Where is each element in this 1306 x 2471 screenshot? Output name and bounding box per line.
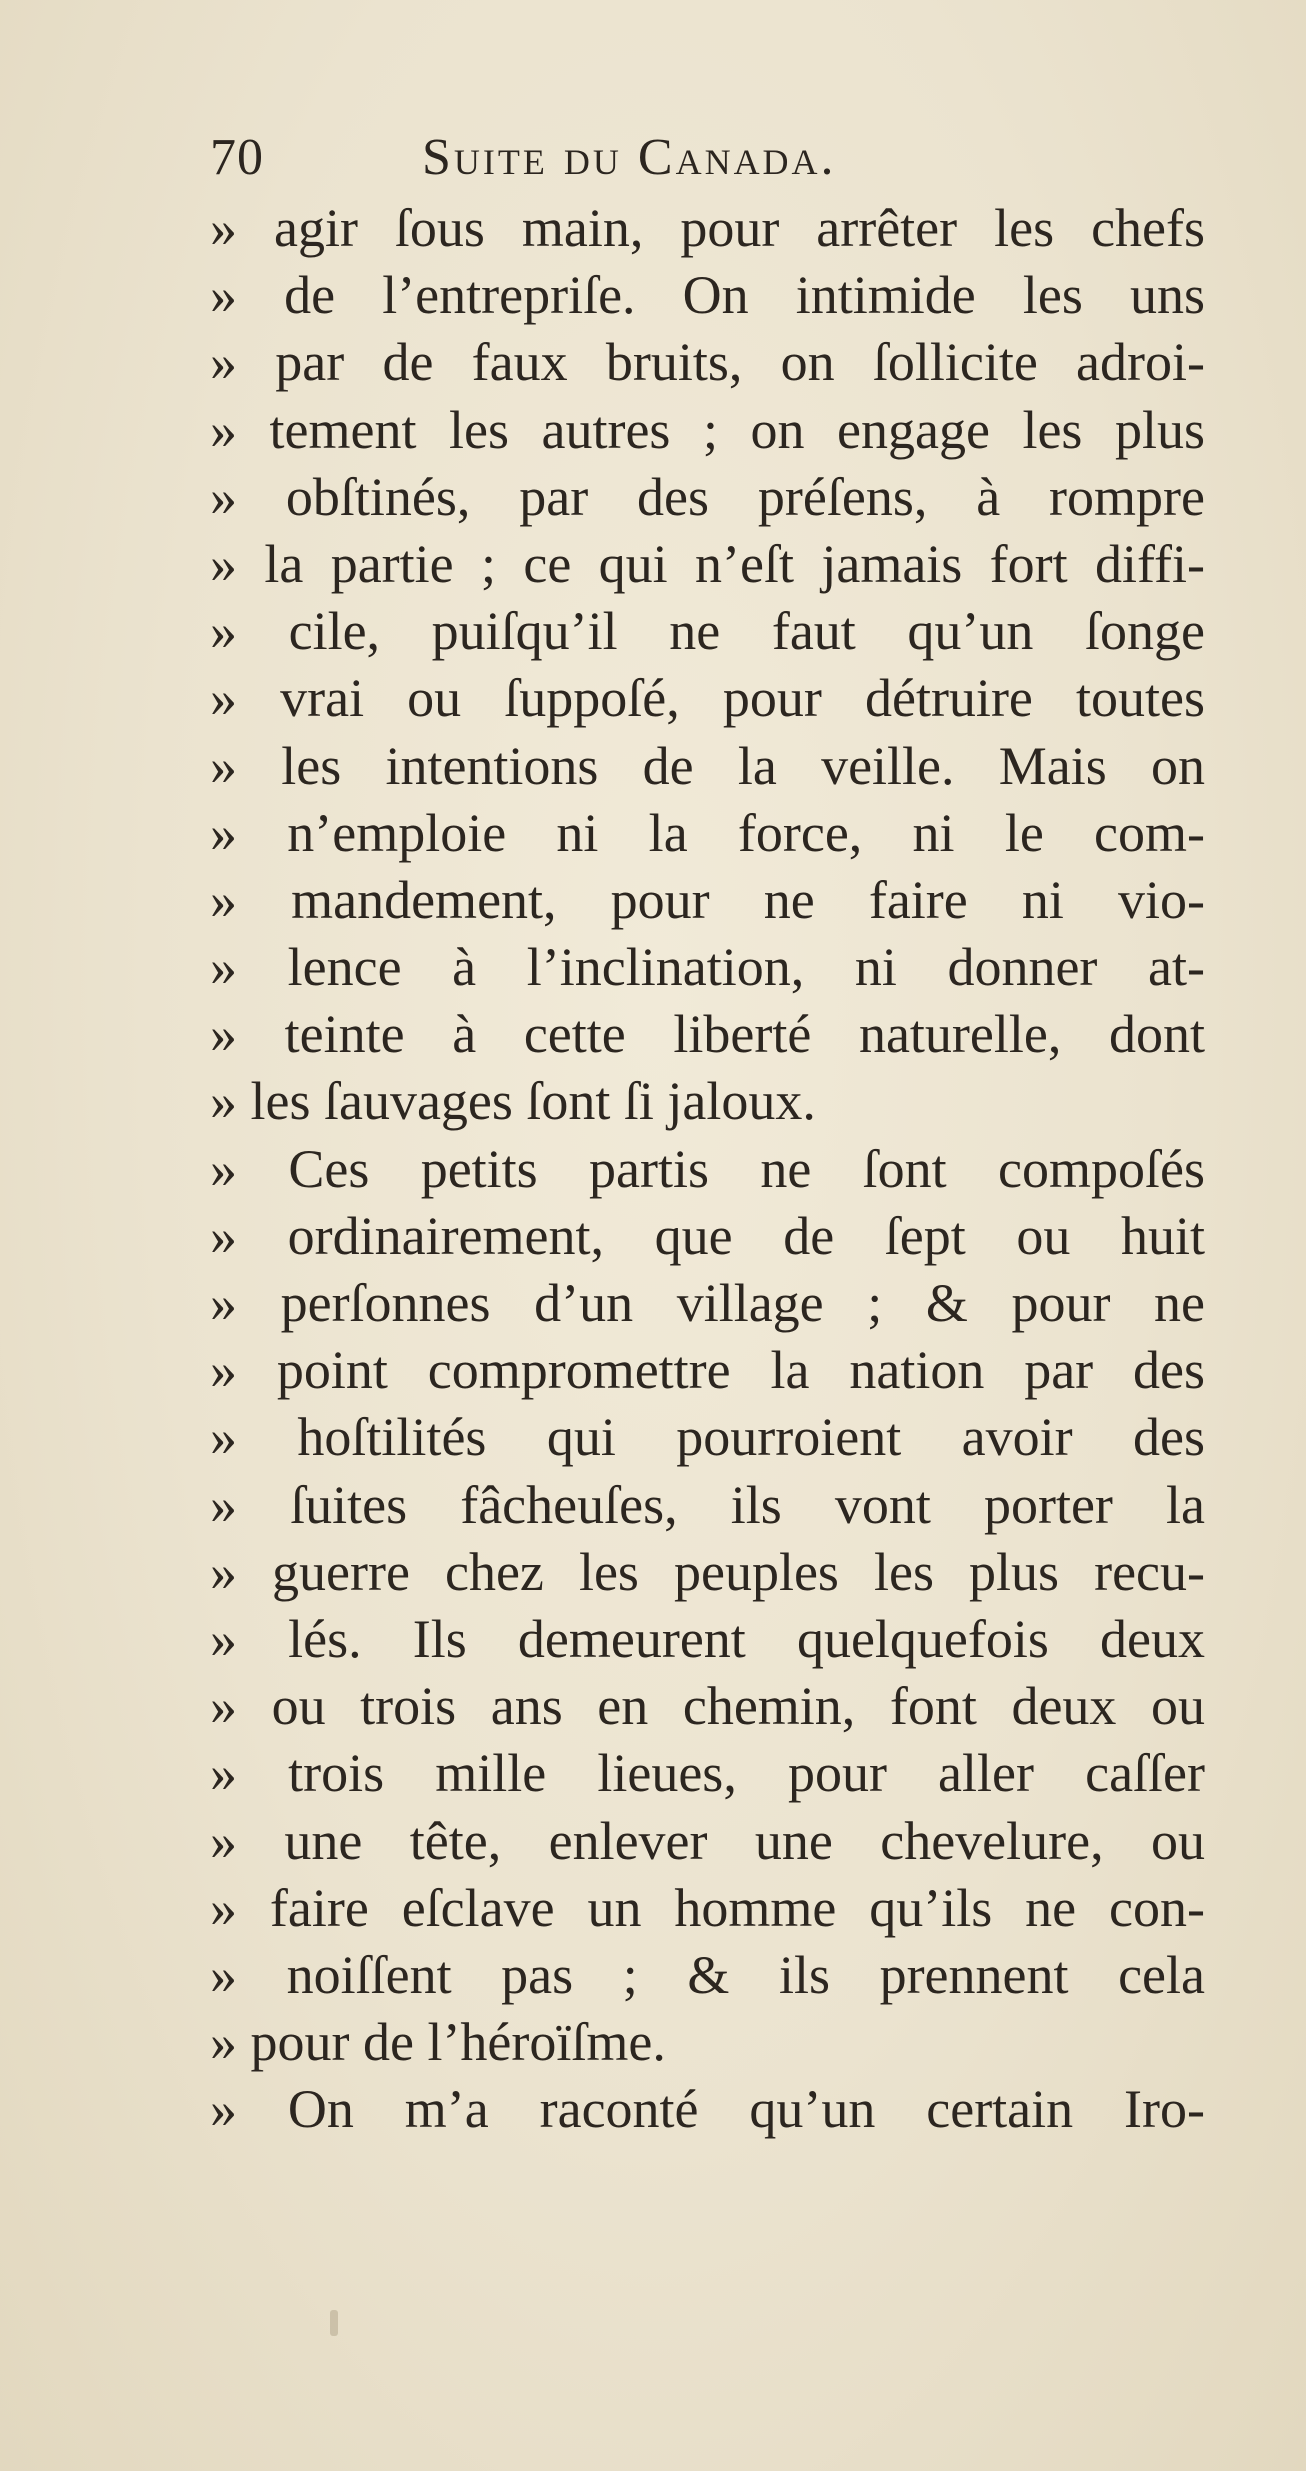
text-line: » lence à l’inclination, ni donner at- [210, 937, 1205, 998]
text-line: » les ſauvages ſont ſi jaloux. [210, 1071, 816, 1132]
text-line: » cile, puiſqu’il ne faut qu’un ſonge [210, 601, 1205, 662]
text-line: » par de faux bruits, on ſollicite adroi- [210, 332, 1205, 393]
text-line: » hoſtilités qui pourroient avoir des [210, 1407, 1205, 1468]
text-line: » ſuites fâcheuſes, ils vont porter la [210, 1474, 1205, 1535]
text-line: » n’emploie ni la force, ni le com- [210, 802, 1205, 863]
text-line: » teinte à cette liberté naturelle, dont [210, 1004, 1205, 1065]
text-line: » perſonnes d’un village ; & pour ne [210, 1273, 1205, 1333]
text-line: » de l’entrepriſe. On intimide les uns [210, 265, 1205, 326]
text-line: » obſtinés, par des préſens, à rompre [210, 466, 1205, 527]
text-line: » guerre chez les peuples les plus recu- [210, 1541, 1205, 1602]
running-title: Suite du Canada. [422, 129, 837, 186]
text-line: » ordinairement, que de ſept ou huit [210, 1205, 1205, 1266]
text-line: » la partie ; ce qui n’eſt jamais fort diffi- [210, 533, 1205, 594]
paper-mark [330, 2310, 338, 2336]
text-line: » mandement, pour ne faire ni vio- [210, 869, 1205, 930]
text-line: » lés. Ils demeurent quelquefois deux [210, 1608, 1205, 1669]
text-line: » une tête, enlever une chevelure, ou [210, 1810, 1205, 1871]
text-line: » agir ſous main, pour arrêter les chefs [210, 198, 1205, 258]
text-line: » faire eſclave un homme qu’ils ne con- [210, 1877, 1205, 1938]
text-line: » tement les autres ; on engage les plus [210, 399, 1205, 460]
page-number: 70 [210, 129, 264, 186]
text-line: » noiſſent pas ; & ils prennent cela [210, 1944, 1205, 2005]
text-line: » vrai ou ſuppoſé, pour détruire toutes [210, 668, 1205, 729]
text-line: » ou trois ans en chemin, font deux ou [210, 1676, 1205, 1737]
text-line: » On m’a raconté qu’un certain Iro- [210, 2079, 1205, 2140]
running-head [210, 128, 1210, 198]
body-text [210, 195, 1205, 2143]
text-line: » pour de l’héroïſme. [210, 2012, 666, 2073]
text-line: » Ces petits partis ne ſont compoſés [210, 1138, 1205, 1199]
text-line: » les intentions de la veille. Mais on [210, 735, 1205, 796]
text-line: » trois mille lieues, pour aller caſſer [210, 1743, 1205, 1804]
text-line: » point compromettre la nation par des [210, 1340, 1205, 1401]
